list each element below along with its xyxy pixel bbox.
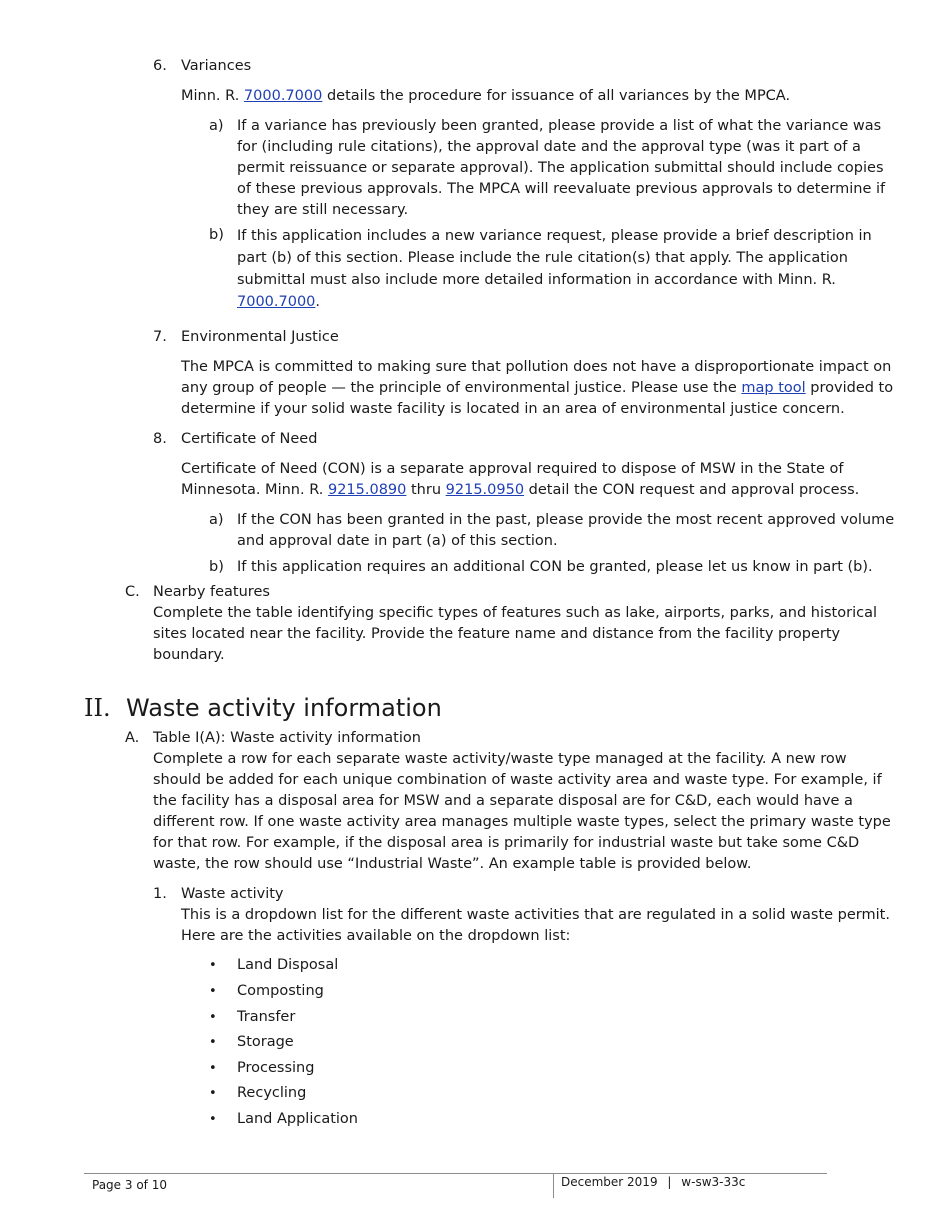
item-6a-text [237,116,885,221]
item-6b-line: part (b) of this section. Please include the rule citation(s) that apply. The application [237,250,848,266]
item-7-line-post: provided to [805,380,894,396]
footer-pipe: | [667,1175,672,1189]
bullet-icon: • [209,1086,217,1101]
footer-date: December 2019 [561,1175,658,1189]
section-a-line: Complete a row for each separate waste activity/waste type managed at the facility. A new row [153,751,847,767]
page-number: Page 3 of 10 [92,1178,167,1192]
bullet-icon: • [209,1035,217,1050]
item-8-line [181,480,859,501]
bullet-icon: • [209,1061,217,1076]
list-item: Processing [237,1060,315,1076]
item-7-line [181,378,893,399]
bullet-icon: • [209,958,217,973]
section-ii-heading [84,692,442,724]
bullet-icon: • [209,1112,217,1127]
waste-activity-line: Here are the activities available on the dropdown list: [181,928,571,944]
section-ii-title: Waste activity information [126,694,442,722]
item-7-line: determine if your solid waste facility is located in an area of environmental justice concern. [181,401,845,417]
item-6a-label: a) [209,118,224,134]
section-c-letter: C. [125,584,140,600]
section-ii-numeral: II. [84,694,111,722]
section-c-body [153,603,877,666]
footer-doc-code: w-sw3-33c [681,1175,746,1189]
item-7-line-pre: any group of people — the principle of environmental justice. Please use the [181,380,742,396]
list-item: Recycling [237,1085,307,1101]
rule-7000-7000-link-2[interactable]: 7000.7000 [237,294,316,310]
item-6-number: 6. [153,58,167,74]
item-8-line-post: detail the CON request and approval process. [524,482,860,498]
item-8-number: 8. [153,431,167,447]
section-c-title: Nearby features [153,584,270,600]
item-6a-line: for (including rule citations), the approval date and the approval type (was it part of a [237,139,861,155]
waste-activity-title: Waste activity [181,886,284,902]
item-8a-line: and approval date in part (a) of this section. [237,533,558,549]
item-6b-line: If this application includes a new variance request, please provide a brief description in [237,228,872,244]
section-a-line: waste, the row should use “Industrial Waste”. An example table is provided below. [153,856,752,872]
item-6a-line: If a variance has previously been granted, please provide a list of what the variance was [237,118,882,134]
list-item: Composting [237,983,324,999]
item-6a-line: they are still necessary. [237,202,409,218]
section-a-line: should be added for each unique combination of waste activity area and waste type. For example, if [153,772,882,788]
section-c-line: Complete the table identifying specific types of features such as lake, airports, parks, and historical [153,605,877,621]
section-a-letter: A. [125,730,140,746]
rule-7000-7000-link[interactable]: 7000.7000 [243,88,323,104]
item-8-line: Certificate of Need (CON) is a separate approval required to dispose of MSW in the State of [181,461,844,477]
list-item: Land Application [237,1111,358,1127]
item-8b-text: If this application requires an additional CON be granted, please let us know in part (b). [237,559,873,575]
item-8a-line: If the CON has been granted in the past, please provide the most recent approved volume [237,512,895,528]
item-6b-line: submittal must also include more detailed information in accordance with Minn. R. [237,272,836,288]
item-8a-text [237,510,894,552]
map-tool-link[interactable]: map tool [741,380,806,396]
item-6b-period: . [315,294,321,310]
item-7-number: 7. [153,329,167,345]
item-6-intro [181,86,790,107]
item-7-title: Environmental Justice [181,329,339,345]
waste-activity-line: This is a dropdown list for the different waste activities that are regulated in a solid waste permit. [181,907,890,923]
list-item: Transfer [237,1009,296,1025]
list-item: Land Disposal [237,957,339,973]
section-a-title: Table I(A): Waste activity information [153,730,421,746]
item-6a-line: permit reissuance or separate approval). The application submittal should include copies [237,160,884,176]
item-6a-line: of these previous approvals. The MPCA will reevaluate previous approvals to determine if [237,181,886,197]
item-7-line: The MPCA is committed to making sure that pollution does not have a disproportionate impact on [181,359,892,375]
footer-meta [561,1173,745,1191]
item-7-body [181,357,893,420]
item-8a-label: a) [209,512,224,528]
section-a-line: different row. If one waste activity area manages multiple waste types, select the primary waste type [153,814,891,830]
rule-9215-0950-link[interactable]: 9215.0950 [445,482,525,498]
section-c-line: sites located near the facility. Provide the feature name and distance from the facility property [153,626,841,642]
section-a-line: the facility has a disposal area for MSW and a separate disposal are for C&D, each would have a [153,793,853,809]
section-c-line: boundary. [153,647,225,663]
item-8-body [181,459,859,501]
waste-activity-body [181,905,890,947]
bullet-icon: • [209,984,217,999]
item-8-title: Certificate of Need [181,431,318,447]
section-a-body [153,749,891,875]
item-6-intro-pre: Minn. R. [181,88,244,104]
item-6b-label: b) [209,227,224,243]
item-6b-text [237,225,872,313]
item-8-line-mid: thru [406,482,446,498]
rule-9215-0890-link[interactable]: 9215.0890 [327,482,407,498]
item-6-intro-post: details the procedure for issuance of all variances by the MPCA. [322,88,791,104]
waste-activity-number: 1. [153,886,167,902]
item-8-line-pre: Minnesota. Minn. R. [181,482,328,498]
item-6b-last-line [237,291,872,313]
footer-separator [553,1173,554,1198]
item-8b-label: b) [209,559,224,575]
item-6-title: Variances [181,58,252,74]
bullet-icon: • [209,1010,217,1025]
section-a-line: for that row. For example, if the disposal area is primarily for industrial waste but take some C&D [153,835,860,851]
list-item: Storage [237,1034,294,1050]
